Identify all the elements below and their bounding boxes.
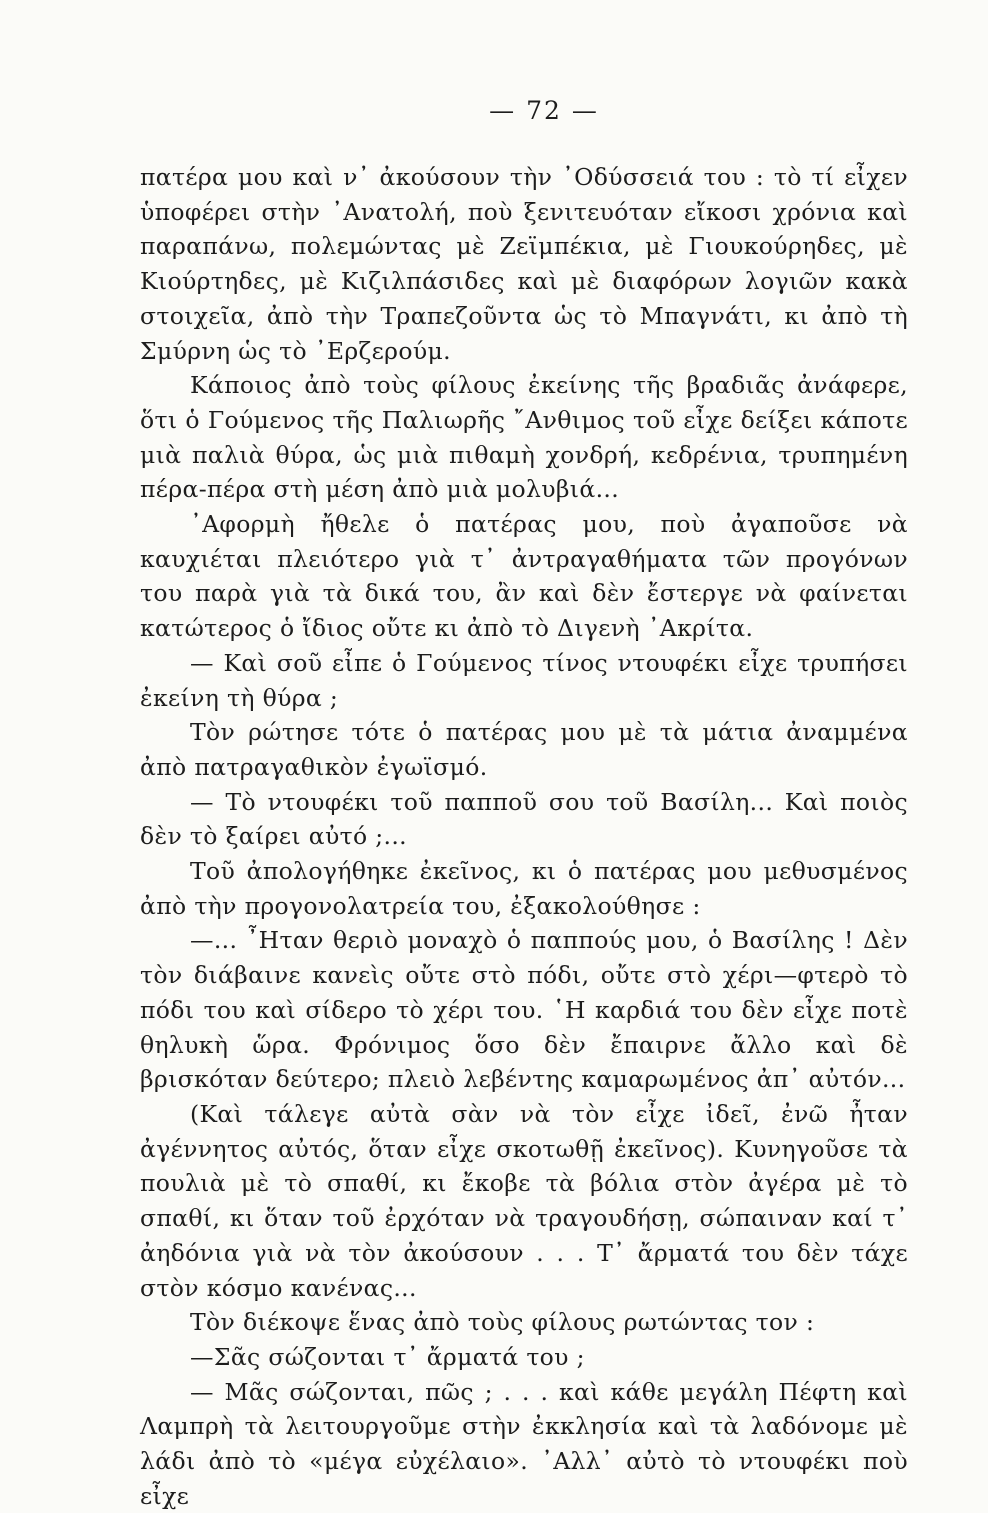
paragraph: —... ῏Ηταν θεριὸ μοναχὸ ὁ παππούς μου, ὁ Βασίλης ! Δὲν τὸν διάβαινε κανεὶς οὔτε στὸ πόδι, οὔτε στὸ χέρι—φτερὸ τὸ πόδι του καὶ σίδερο τὸ χέρι του. ῾Η καρδιά του δὲν εἶχε ποτὲ θηλυκὴ ὥρα. Φρόνιμος ὅσο δὲν ἔπαιρνε ἄλλο καὶ δὲ βρισκόταν δεύτερο; πλειὸ λεβέντης καμαρωμένος ἀπ᾽ αὐτόν... — [140, 926, 908, 1094]
paragraph: πατέρα μου καὶ ν᾽ ἀκούσουν τὴν ᾽Οδύσσειά του : τὸ τί εἶχεν ὑποφέρει στὴν ᾽Ανατολή, ποὺ ξενιτευόταν εἴκοσι χρόνια καὶ παραπάνω, πολεμώντας μὲ Ζεϊμπέκια, μὲ Γιουκούρηδες, μὲ Κιούρτηδες, μὲ Κιζιλπάσιδες καὶ μὲ διαφόρων λογιῶν κακὰ στοιχεῖα, ἀπὸ τὴν Τραπεζοῦντα ὡς τὸ Μπαγνάτι, κι ἀπὸ τὴ Σμύρνη ὡς τὸ ᾽Ερζερούμ. — [140, 163, 908, 365]
page-number: — 72 — — [489, 96, 599, 125]
paragraph: — Τὸ ντουφέκι τοῦ παπποῦ σου τοῦ Βασίλη... Καὶ ποιὸς δὲν τὸ ξαίρει αὐτό ;... — [140, 787, 908, 851]
paragraph: —Σᾶς σώζονται τ᾽ ἄρματά του ; — [190, 1342, 585, 1371]
paragraph: — Μᾶς σώζονται, πῶς ; . . . καὶ κάθε μεγάλη Πέφτη καὶ Λαμπρὴ τὰ λειτουργοῦμε στὴν ἐκκλησία καὶ τὰ λαδόνομε μὲ λάδι ἀπὸ τὸ «μέγα εὐχέλαιο». ᾽Αλλ᾽ αὐτὸ τὸ ντουφέκι ποὺ εἶχε — [140, 1377, 908, 1510]
paragraph: ᾽Αφορμὴ ἤθελε ὁ πατέρας μου, ποὺ ἀγαποῦσε νὰ καυχιέται πλειότερο γιὰ τ᾽ ἀντραγαθήματα τῶν προγόνων του παρὰ γιὰ τὰ δικά του, ἂν καὶ δὲν ἔστεργε νὰ φαίνεται κατώτερος ὁ ἴδιος οὔτε κι ἀπὸ τὸ Διγενὴ ᾽Ακρίτα. — [140, 510, 908, 643]
paragraph: Κάποιος ἀπὸ τοὺς φίλους ἐκείνης τῆς βραδιᾶς ἀνάφερε, ὅτι ὁ Γούμενος τῆς Παλιωρῆς ῎Ανθιμος τοῦ εἶχε δείξει κάποτε μιὰ παλιὰ θύρα, ὡς μιὰ πιθαμὴ χονδρή, κεδρένια, τρυπημένη πέρα-πέρα στὴ μέση ἀπὸ μιὰ μολυβιά... — [140, 371, 908, 504]
body-text — [140, 160, 908, 1513]
paragraph: Τοῦ ἀπολογήθηκε ἐκεῖνος, κι ὁ πατέρας μου μεθυσμένος ἀπὸ τὴν προγονολατρεία του, ἐξακολούθησε : — [140, 857, 908, 920]
paragraph: — Καὶ σοῦ εἶπε ὁ Γούμενος τίνος ντουφέκι εἶχε τρυπήσει ἐκείνη τὴ θύρα ; — [140, 648, 908, 712]
paragraph: Τὸν ρώτησε τότε ὁ πατέρας μου μὲ τὰ μάτια ἀναμμένα ἀπὸ πατραγαθικὸν ἐγωϊσμό. — [140, 718, 908, 781]
paragraph: Τὸν διέκοψε ἕνας ἀπὸ τοὺς φίλους ρωτώντας τον : — [190, 1308, 815, 1337]
paragraph: (Καὶ τάλεγε αὐτὰ σὰν νὰ τὸν εἶχε ἰδεῖ, ἐνῶ ἦταν ἀγέννητος αὐτός, ὅταν εἶχε σκοτωθῇ ἐκεῖνος). Κυνηγοῦσε τὰ πουλιὰ μὲ τὸ σπαθί, κι ἔκοβε τὰ βόλια στὸν ἀγέρα μὲ τὸ σπαθί, κι ὅταν τοῦ ἐρχόταν νὰ τραγουδήσῃ, σώπαιναν καί τ᾽ ἀηδόνια γιὰ νὰ τὸν ἀκούσουν . . . Τ᾽ ἄρματά του δὲν τάχε στὸν κόσμο κανένας... — [140, 1099, 908, 1302]
